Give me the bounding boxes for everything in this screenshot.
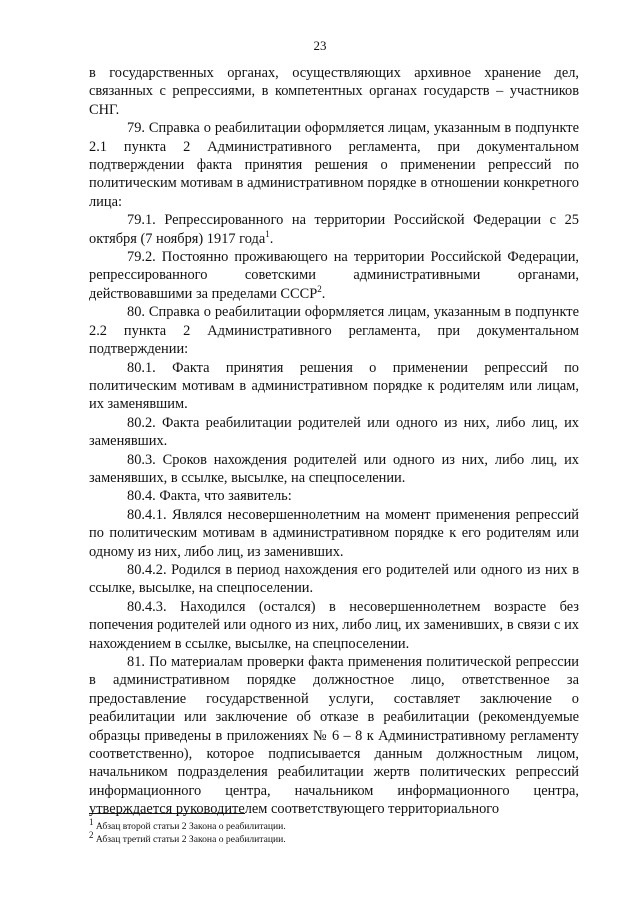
paragraph: 80.4.2. Родился в период нахождения его родителей или одного из них в ссылке, высылке, на спецпоселении. bbox=[89, 561, 579, 597]
paragraph: 80.4.3. Находился (остался) в несовершеннолетнем возрасте без попечения родителей или одного из них, либо лиц, их заменивших, в связи с их нахождением в ссылке, высылке, на спецпоселении. bbox=[89, 598, 579, 652]
paragraph: 80.4. Факта, что заявитель: bbox=[127, 488, 292, 505]
body-text bbox=[89, 64, 579, 819]
footnote: $^2$ Абзац третий статьи 2 Закона о реабилитации. bbox=[89, 829, 286, 845]
paragraph: 81. По материалам проверки факта применения политической репрессии в административном порядке должностное лицо, ответственное за предоставление государственной услуги, составляет заключение о реабилитации или заключение об отказе в реабилитации (рекомендуемые образцы приведены в приложениях № 6 – 8 к Административному регламенту соответственно), которое подписывается данным должностным лицом, начальником подразделения реабилитации жертв политических репрессий информационного центра, начальником информационного центра, утверждается руководителем соответствующего территориального bbox=[89, 654, 579, 818]
footnote-ref: 1 bbox=[265, 228, 270, 239]
footnote-mark: 2 bbox=[89, 829, 94, 840]
paragraph: в государственных органах, осуществляющих архивное хранение дел, связанных с репрессиями, в компетентных органах государств – участников СНГ. bbox=[89, 65, 579, 118]
footnotes bbox=[89, 816, 579, 846]
paragraph: 80. Справка о реабилитации оформляется лицам, указанным в подпункте 2.2 пункта 2 Административного регламента, при документальном подтверждении: bbox=[89, 304, 579, 358]
paragraph: 80.4.1. Являлся несовершеннолетним на момент применения репрессий по политическим мотивам в административном порядке к его родителям или одному из них, либо лиц, из заменивших. bbox=[89, 506, 579, 560]
paragraph: 79. Справка о реабилитации оформляется лицам, указанным в подпункте 2.1 пункта 2 Административного регламента, при документальном подтверждении факта принятия решения о применении репрессий по политическим мотивам в административном порядке в отношении конкретного лица: bbox=[89, 120, 579, 210]
footnote-ref: 2 bbox=[317, 284, 322, 295]
footnote-mark: 1 bbox=[89, 816, 94, 827]
paragraph: 80.1. Факта принятия решения о применении репрессий по политическим мотивам в административном порядке к родителям или лицам, их заменявшим. bbox=[89, 359, 579, 413]
paragraph: 80.2. Факта реабилитации родителей или одного из них, либо лиц, их заменявших. bbox=[89, 414, 579, 450]
footnote: $^1$ Абзац второй статьи 2 Закона о реабилитации. bbox=[89, 816, 286, 832]
paragraph: 79.1. Репрессированного на территории Российской Федерации с 25 октября (7 ноября) 1917 года$^1$. bbox=[89, 212, 579, 247]
paragraph: 79.2. Постоянно проживающего на территории Российской Федерации, репрессированного советскими административными органами, действовавшими за пределами СССР$^2$. bbox=[89, 249, 579, 302]
paragraph: 80.3. Сроков нахождения родителей или одного из них, либо лиц, их заменявших, в ссылке, высылке, на спецпоселении. bbox=[89, 451, 579, 486]
footnote-divider bbox=[89, 813, 245, 814]
page-number: 23 bbox=[313, 38, 327, 53]
